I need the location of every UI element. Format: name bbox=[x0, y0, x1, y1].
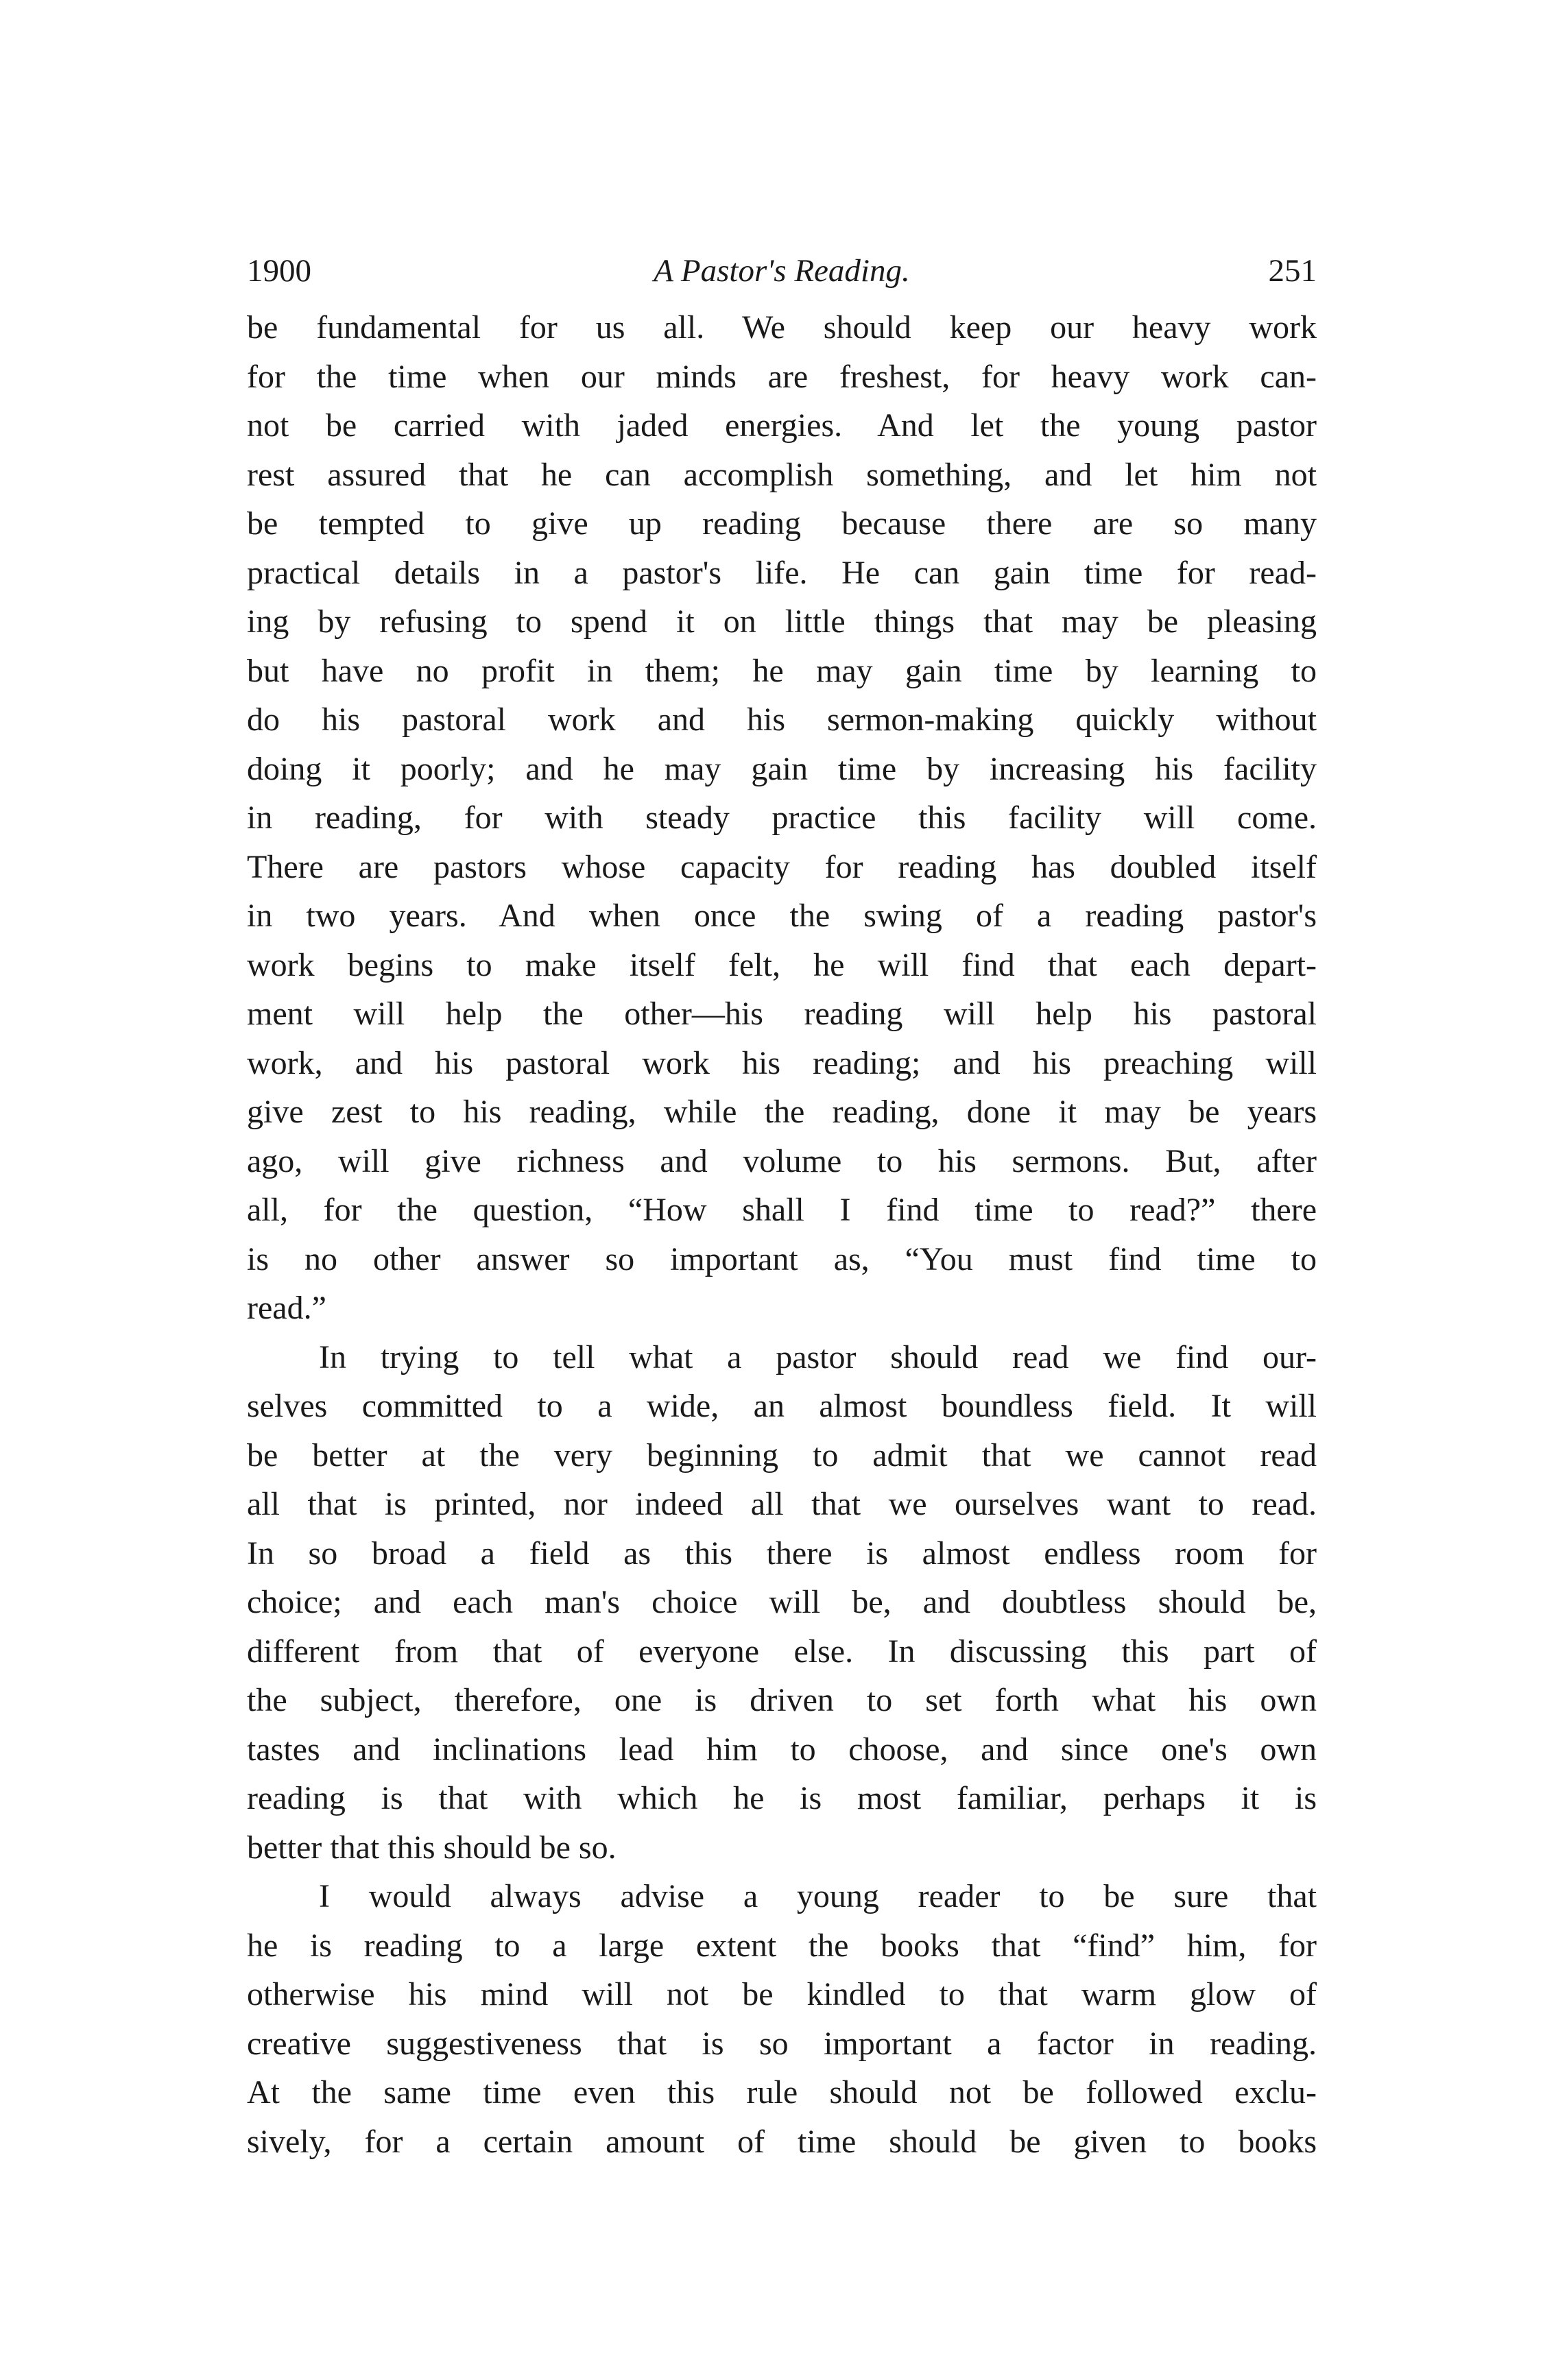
text-line: At the same time even this rule should not be followed exclu- bbox=[247, 2074, 1317, 2111]
text-line: but have no profit in them; he may gain time by learning to bbox=[247, 652, 1317, 689]
text-line: be fundamental for us all. We should keep our heavy work bbox=[247, 309, 1317, 346]
text-line: work, and his pastoral work his reading; and his preaching will bbox=[247, 1044, 1317, 1081]
text-line: tastes and inclinations lead him to choose, and since one's own bbox=[247, 1731, 1317, 1768]
text-line: sively, for a certain amount of time should be given to books bbox=[247, 2123, 1317, 2160]
text-line: for the time when our minds are freshest, for heavy work can- bbox=[247, 358, 1317, 395]
text-line: In trying to tell what a pastor should read we find our- bbox=[319, 1338, 1317, 1375]
text-line: do his pastoral work and his sermon-making quickly without bbox=[247, 701, 1317, 738]
running-head-year: 1900 bbox=[247, 253, 311, 289]
text-line: better that this should be so. bbox=[247, 1829, 617, 1866]
text-line: rest assured that he can accomplish something, and let him not bbox=[247, 456, 1317, 493]
text-line: all that is printed, nor indeed all that we ourselves want to read. bbox=[247, 1486, 1317, 1522]
text-line: in two years. And when once the swing of a reading pastor's bbox=[247, 898, 1317, 934]
running-head-title: A Pastor's Reading. bbox=[654, 253, 910, 289]
text-line: selves committed to a wide, an almost boundless field. It will bbox=[247, 1388, 1317, 1424]
text-line: is no other answer so important as, “You must find time to bbox=[247, 1240, 1317, 1277]
text-line: ing by refusing to spend it on little things that may be pleasing bbox=[247, 603, 1317, 640]
text-line: ment will help the other—his reading will help his pastoral bbox=[247, 996, 1317, 1032]
text-line: choice; and each man's choice will be, and doubtless should be, bbox=[247, 1584, 1317, 1620]
text-line: the subject, therefore, one is driven to set forth what his own bbox=[247, 1682, 1317, 1718]
book-page bbox=[247, 247, 1317, 2166]
text-line: different from that of everyone else. In discussing this part of bbox=[247, 1633, 1317, 1670]
text-line: be tempted to give up reading because there are so many bbox=[247, 505, 1317, 542]
text-line: give zest to his reading, while the reading, done it may be years bbox=[247, 1094, 1317, 1130]
text-line: read.” bbox=[247, 1290, 326, 1326]
page-number: 251 bbox=[1268, 253, 1317, 289]
text-line: not be carried with jaded energies. And let the young pastor bbox=[247, 407, 1317, 444]
running-head bbox=[247, 247, 1317, 295]
text-line: In so broad a field as this there is almost endless room for bbox=[247, 1535, 1317, 1572]
text-line: ago, will give richness and volume to his sermons. But, after bbox=[247, 1142, 1317, 1179]
text-line: be better at the very beginning to admit that we cannot read bbox=[247, 1437, 1317, 1474]
body-text bbox=[247, 303, 1317, 2166]
text-line: practical details in a pastor's life. He can gain time for read- bbox=[247, 554, 1317, 591]
text-line: all, for the question, “How shall I find time to read?” there bbox=[247, 1192, 1317, 1228]
text-line: There are pastors whose capacity for reading has doubled itself bbox=[247, 848, 1317, 885]
text-line: reading is that with which he is most familiar, perhaps it is bbox=[247, 1780, 1317, 1816]
text-line: I would always advise a young reader to be sure that bbox=[319, 1878, 1317, 1914]
text-line: in reading, for with steady practice this facility will come. bbox=[247, 800, 1317, 836]
text-line: work begins to make itself felt, he will find that each depart- bbox=[247, 946, 1317, 983]
text-line: doing it poorly; and he may gain time by increasing his facility bbox=[247, 750, 1317, 787]
text-line: he is reading to a large extent the books that “find” him, for bbox=[247, 1927, 1317, 1964]
text-line: otherwise his mind will not be kindled to that warm glow of bbox=[247, 1976, 1317, 2012]
text-line: creative suggestiveness that is so important a factor in reading. bbox=[247, 2025, 1317, 2062]
